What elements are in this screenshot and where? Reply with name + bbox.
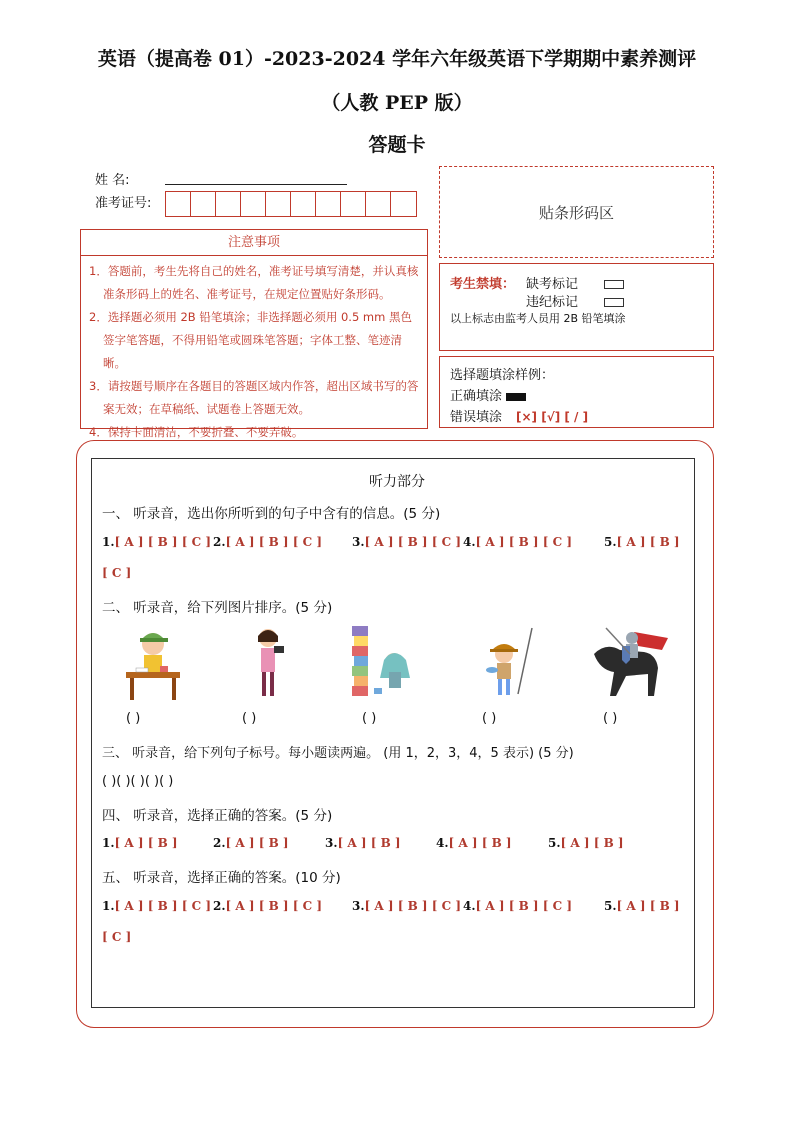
absent-label: 缺考标记 [526,277,579,292]
s4-q3[interactable]: 3.[ A ] [ B ] [325,836,401,850]
title-line-1: 英语（提高卷 01）-2023-2024 学年六年级英语下学期期中素养测评 [97,48,697,70]
absent-mark-row [526,273,624,292]
boy-fishing-icon [486,624,536,700]
s5-q5-option-c[interactable]: [ C ] [102,930,132,944]
id-digit-box[interactable] [216,192,241,216]
exam-id-boxes[interactable] [165,191,417,217]
name-field[interactable] [165,184,347,185]
answer-sheet-title: 答题卡 [368,134,426,156]
s5-q2[interactable]: 2.[ A ] [ B ] [ C ] [213,899,323,913]
filled-mark-icon [506,393,526,401]
s1-q4[interactable]: 4.[ A ] [ B ] [ C ] [463,535,573,549]
notice-item-4: 4．保持卡面清洁，不要折叠、不要弄破。 [89,425,304,439]
s4-q4[interactable]: 4.[ A ] [ B ] [436,836,512,850]
notice-box [80,229,428,439]
s5-q3[interactable]: 3.[ A ] [ B ] [ C ] [352,899,462,913]
s1-q2[interactable]: 2.[ A ] [ B ] [ C ] [213,535,323,549]
forbid-label: 考生禁填： [450,277,516,292]
notice-item-3: 3．请按题号顺序在各题目的答题区域内作答，超出区域书写的答案无效；在草稿纸、试题卷上答题无效。 [89,379,419,416]
s4-q2[interactable]: 2.[ A ] [ B ] [213,836,289,850]
s4-q1[interactable]: 1.[ A ] [ B ] [102,836,178,850]
section-1-title: 一、 听录音，选出你所听到的句子中含有的信息。(5 分) [102,506,441,522]
id-digit-box[interactable] [341,192,366,216]
girl-and-blocks-icon [350,620,412,700]
s1-q3[interactable]: 3.[ A ] [ B ] [ C ] [352,535,462,549]
s5-q5[interactable]: 5.[ A ] [ B ] [604,899,680,913]
name-label: 姓 名: [95,173,130,188]
notice-item-2: 2．选择题必须用 2B 铅笔填涂；非选择题必须用 0.5 mm 黑色签字笔答题，不得用铅笔或圆珠笔答题；字体工整、笔迹清晰。 [89,310,412,370]
section-3-title: 三、 听录音，给下列句子标号。每小题读两遍。 (用 1，2，3，4，5 表示) (5 分) [102,746,574,761]
absent-mark-box[interactable] [604,280,624,289]
section-2-title: 二、 听录音，给下列图片排序。(5 分) [102,600,333,616]
wrong-fill-marks: [×] [√] [ / ] [516,410,589,424]
s2-answer-4[interactable]: ( ) [482,711,497,726]
s1-q5-option-c[interactable]: [ C ] [102,566,132,580]
correct-fill-label: 正确填涂 [450,389,503,404]
id-digit-box[interactable] [366,192,391,216]
exam-id-label: 准考证号: [95,196,152,211]
s2-answer-1[interactable]: ( ) [126,711,141,726]
s4-q5[interactable]: 5.[ A ] [ B ] [548,836,624,850]
section-4-title: 四、 听录音，选择正确的答案。(5 分) [102,808,333,824]
section-5-title: 五、 听录音，选择正确的答案。(10 分) [102,870,341,886]
id-digit-box[interactable] [266,192,291,216]
notice-heading: 注意事项 [81,230,427,256]
title-line-2: （人教 PEP 版） [321,92,473,114]
girl-with-camera-icon [248,624,292,702]
s5-q4[interactable]: 4.[ A ] [ B ] [ C ] [463,899,573,913]
violation-mark-box[interactable] [604,298,624,307]
wrong-fill-row [450,406,588,425]
barcode-label: 贴条形码区 [538,203,614,222]
sample-heading: 选择题填涂样例： [450,368,555,383]
s2-answer-2[interactable]: ( ) [242,711,257,726]
s5-q1[interactable]: 1.[ A ] [ B ] [ C ] [102,899,212,913]
s1-q1[interactable]: 1.[ A ] [ B ] [ C ] [102,535,212,549]
listening-heading: 听力部分 [369,474,425,490]
id-digit-box[interactable] [166,192,191,216]
s2-answer-3[interactable]: ( ) [362,711,377,726]
violation-label: 违纪标记 [526,295,579,310]
s2-answer-5[interactable]: ( ) [603,711,618,726]
forbid-note: 以上标志由监考人员用 2B 铅笔填涂 [450,312,626,325]
wrong-fill-label: 错误填涂 [450,410,503,425]
knight-on-horse-icon [586,624,676,700]
id-digit-box[interactable] [241,192,266,216]
notice-item-1: 1．答题前，考生先将自己的姓名，准考证号填写清楚，并认真核准条形码上的姓名、准考证号，在规定位置贴好条形码。 [89,264,419,301]
fill-sample-box [439,356,714,428]
barcode-area [439,166,714,258]
id-digit-box[interactable] [191,192,216,216]
violation-mark-row [526,291,624,310]
boy-at-desk-icon [124,624,182,702]
examiner-only-box [439,263,714,351]
id-digit-box[interactable] [291,192,316,216]
id-digit-box[interactable] [391,192,416,216]
correct-fill-row [450,385,526,404]
s1-q5[interactable]: 5.[ A ] [ B ] [604,535,680,549]
s3-answer-blanks[interactable]: ( )( )( )( )( ) [102,774,174,789]
id-digit-box[interactable] [316,192,341,216]
